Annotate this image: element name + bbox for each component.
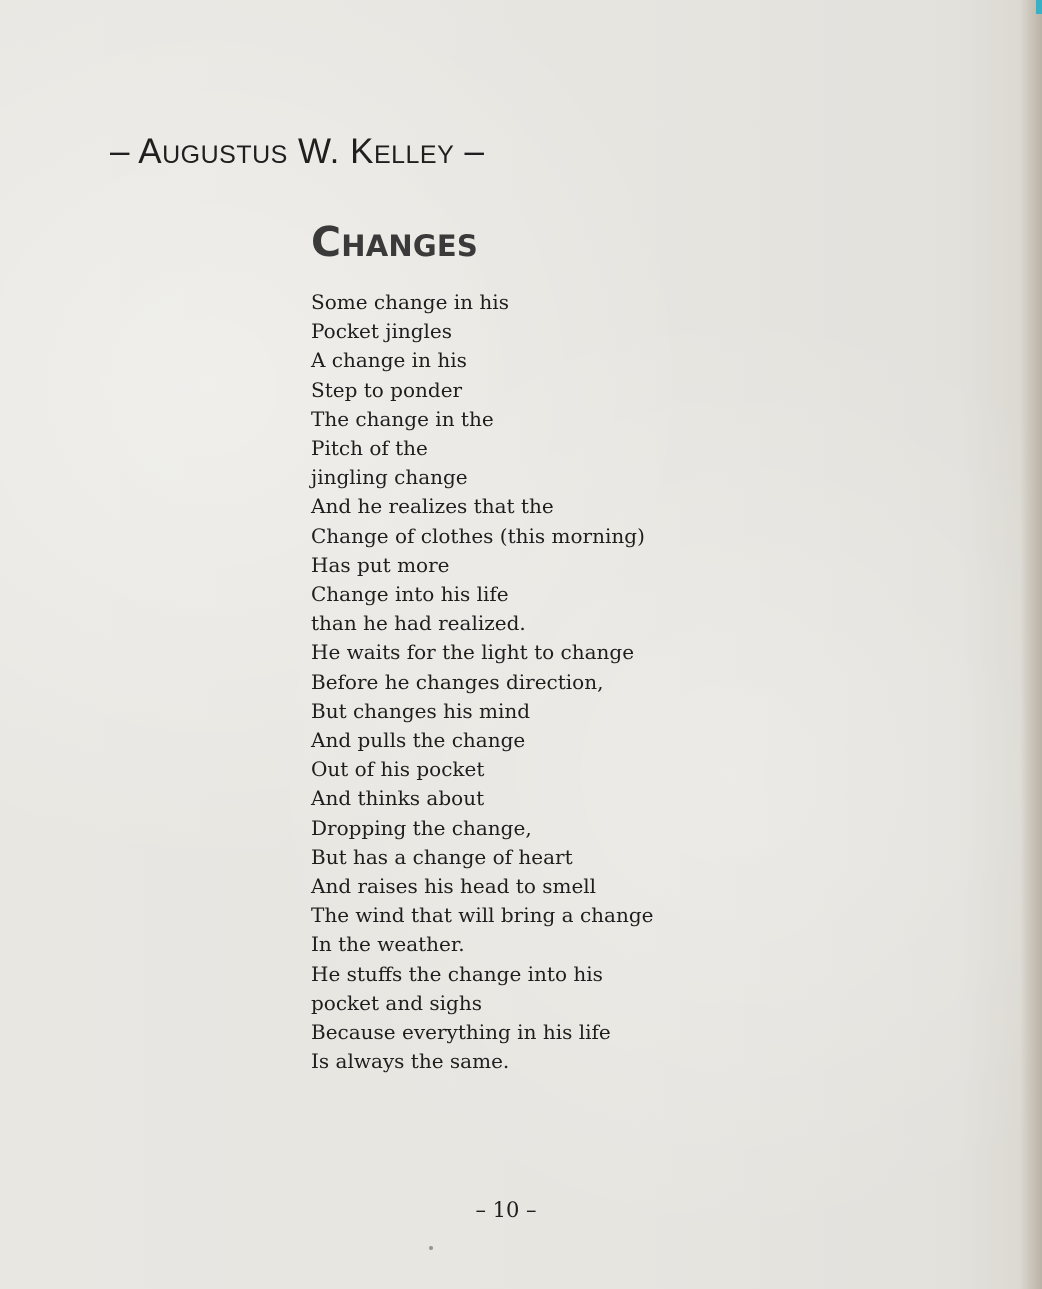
poem-line: He waits for the light to change: [311, 640, 635, 665]
poem-line: A change in his: [311, 348, 467, 373]
paper-speck: [429, 1246, 433, 1250]
poem-line: Has put more: [311, 552, 450, 577]
poem-line: And he realizes that the: [311, 494, 554, 519]
page-edge-accent: [1036, 0, 1042, 14]
page-edge-shadow: [1020, 0, 1042, 1289]
poem-line: And raises his head to smell: [311, 874, 597, 899]
poem-line: Because everything in his life: [311, 1020, 611, 1045]
poem-title: Changes: [311, 218, 478, 266]
poem-line: Pitch of the: [311, 436, 428, 461]
poem-line: Change into his life: [311, 582, 509, 607]
poem-line: Dropping the change,: [311, 815, 532, 840]
poem-body: [311, 288, 653, 1076]
poem-line: He stuffs the change into his: [311, 961, 603, 986]
poem-line: Pocket jingles: [311, 319, 453, 344]
poem-line: pocket and sighs: [311, 990, 482, 1015]
poem-line: Change of clothes (this morning): [311, 523, 645, 548]
poem-line: But has a change of heart: [311, 844, 573, 869]
page-number: – 10 –: [475, 1198, 537, 1222]
poem-line: jingling change: [311, 465, 468, 490]
author-heading: – Augustus W. Kelley –: [110, 132, 485, 171]
poem-line: The wind that will bring a change: [311, 903, 654, 928]
poem-line: Is always the same.: [311, 1049, 510, 1074]
poem-line: Some change in his: [311, 290, 509, 314]
poem-line: In the weather.: [311, 932, 465, 957]
poem-line: The change in the: [311, 406, 494, 431]
poem-line: And pulls the change: [311, 728, 526, 753]
poem-line: But changes his mind: [311, 698, 531, 723]
poem-line: than he had realized.: [311, 611, 526, 636]
poem-line: Step to ponder: [311, 377, 463, 402]
poem-line: Before he changes direction,: [311, 669, 604, 694]
poem-line: Out of his pocket: [311, 757, 485, 782]
poem-line: And thinks about: [311, 786, 485, 811]
